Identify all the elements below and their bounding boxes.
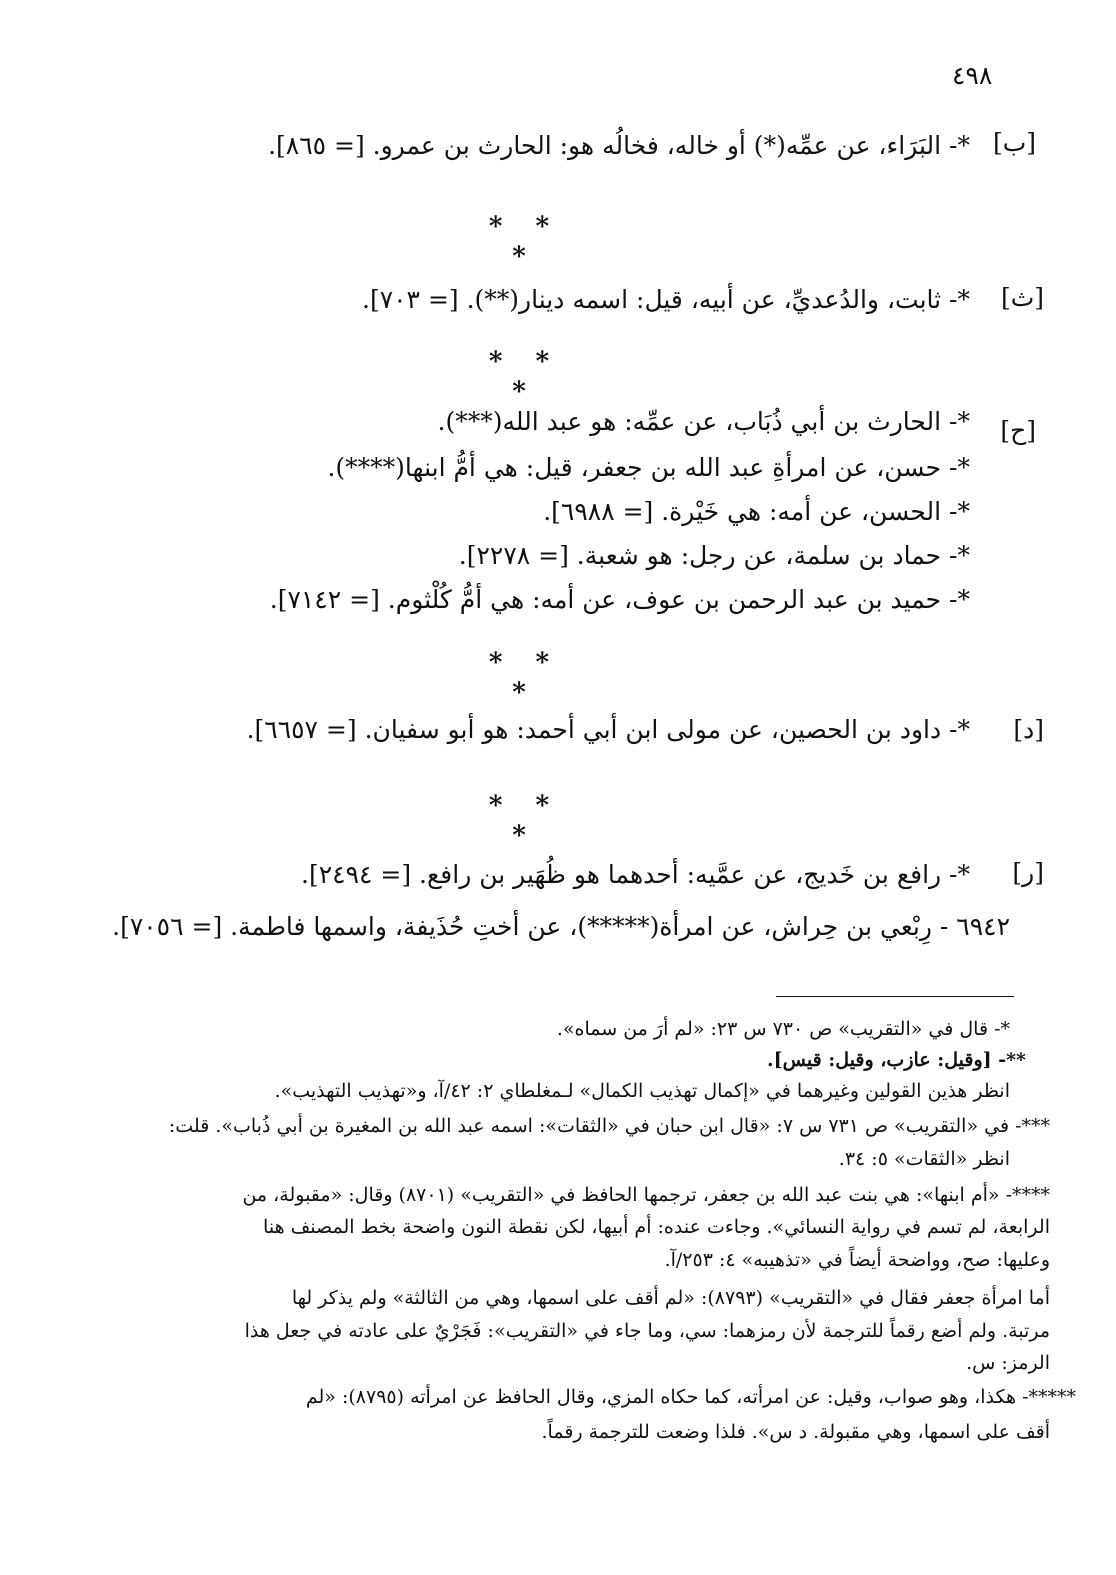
footnote-5: *****- هكذا، وهو صواب، وقيل: عن امرأته، كما حكاه المزي، وقال الحافظ عن امرأته (٨٧٩٥): «لم	[305, 1386, 1076, 1408]
footnote-3: ***- في «التقريب» ص ٧٣١ س ٧: «قال ابن حبان في «الثقات»: اسمه عبد الله بن المغيرة بن أبي ذُباب». قلت:	[168, 1115, 1050, 1137]
footnote-5-cont: أقف على اسمها، وهي مقبولة. د س». فلذا وضعت للترجمة رقماً.	[541, 1421, 1050, 1443]
separator-1: * * *	[488, 212, 562, 272]
entry-dal-1: *- داود بن الحصين، عن مولى ابن أبي أحمد: هو أبو سفيان. [= ٦٦٥٧].	[246, 715, 970, 744]
separator-2: * * *	[488, 347, 562, 407]
section-label-dal: [د]	[1013, 715, 1044, 744]
page-number: ٤٩٨	[952, 61, 993, 90]
footnote-4-cont-5: الرمز: س.	[966, 1352, 1050, 1374]
entry-ha-1: *- الحارث بن أبي ذُبَاب، عن عمِّه: هو عبد الله(***).	[437, 407, 970, 436]
entry-ra-2: ٦٩٤٢ - رِبْعي بن حِراش، عن امرأة(*****)، عن أختِ حُذَيفة، واسمها فاطمة. [= ٧٠٥٦].	[112, 912, 1010, 941]
section-label-ba: [ب]	[992, 128, 1036, 157]
section-label-ra: [ر]	[1012, 858, 1044, 887]
footnote-4-cont-4: مرتبة. ولم أضع رقماً للترجمة لأن رمزهما: سي، وما جاء في «التقريب»: فَجَرْيٌ على عادته في جعل هذا	[244, 1320, 1050, 1342]
entry-ra-1: *- رافع بن خَديج، عن عمَّيه: أحدهما هو ظُهَير بن رافع. [= ٢٤٩٤].	[301, 860, 970, 889]
footnote-4: ****- «أم ابنها»: هي بنت عبد الله بن جعفر، ترجمها الحافظ في «التقريب» (٨٧٠١) وقال: «مقبولة، من	[242, 1184, 1050, 1206]
entry-ha-2: *- حسن، عن امرأةِ عبد الله بن جعفر، قيل: هي أمُّ ابنها(****).	[327, 453, 970, 482]
separator-4: * * *	[488, 791, 562, 851]
footnote-1: *- قال في «التقريب» ص ٧٣٠ س ٢٣: «لم أرَ من سماه».	[556, 1018, 1010, 1040]
footnote-2-cont: انظر هذين القولين وغيرهما في «إكمال تهذيب الكمال» لـمغلطاي ٢: ٤٢/آ، و«تهذيب التهذيب».	[274, 1080, 1010, 1102]
entry-ha-3: *- الحسن، عن أمه: هي خَيْرة. [= ٦٩٨٨].	[543, 497, 970, 526]
entry-tha-1: *- ثابت، والدُعديِّ، عن أبيه، قيل: اسمه دينار(**). [= ٧٠٣].	[362, 285, 970, 314]
footnote-3-cont: انظر «الثقات» ٥: ٣٤.	[838, 1148, 1010, 1170]
entry-ha-5: *- حميد بن عبد الرحمن بن عوف، عن أمه: هي أمُّ كُلْثوم. [= ٧١٤٢].	[269, 585, 970, 614]
footnote-4-cont-3: أما امرأة جعفر فقال في «التقريب» (٨٧٩٣): «لم أقف على اسمها، وهي من الثالثة» ولم يذكر لها	[291, 1287, 1050, 1309]
footnote-4-cont-2: وعليها: صح، وواضحة أيضاً في «تذهيبه» ٤: ٢٥٣/آ.	[664, 1249, 1050, 1271]
entry-ba-1: *- البَرَاء، عن عمِّه(*) أو خاله، فخالُه هو: الحارث بن عمرو. [= ٨٦٥].	[268, 131, 970, 160]
footnote-4-cont-1: الرابعة، لم تسم في رواية النسائي». وجاءت عنده: أم أبيها، لكن نقطة النون واضحة بخط المصنف هنا	[263, 1216, 1050, 1238]
entry-ha-4: *- حماد بن سلمة، عن رجل: هو شعبة. [= ٢٢٧٨].	[458, 541, 970, 570]
footnote-divider	[776, 996, 1014, 997]
section-label-ha: [ح]	[1000, 416, 1036, 445]
separator-3: * * *	[488, 648, 562, 708]
footnote-2: **- [وقيل: عازب، وقيل: قيس].	[767, 1049, 1026, 1071]
section-label-tha: [ث]	[1000, 283, 1044, 312]
